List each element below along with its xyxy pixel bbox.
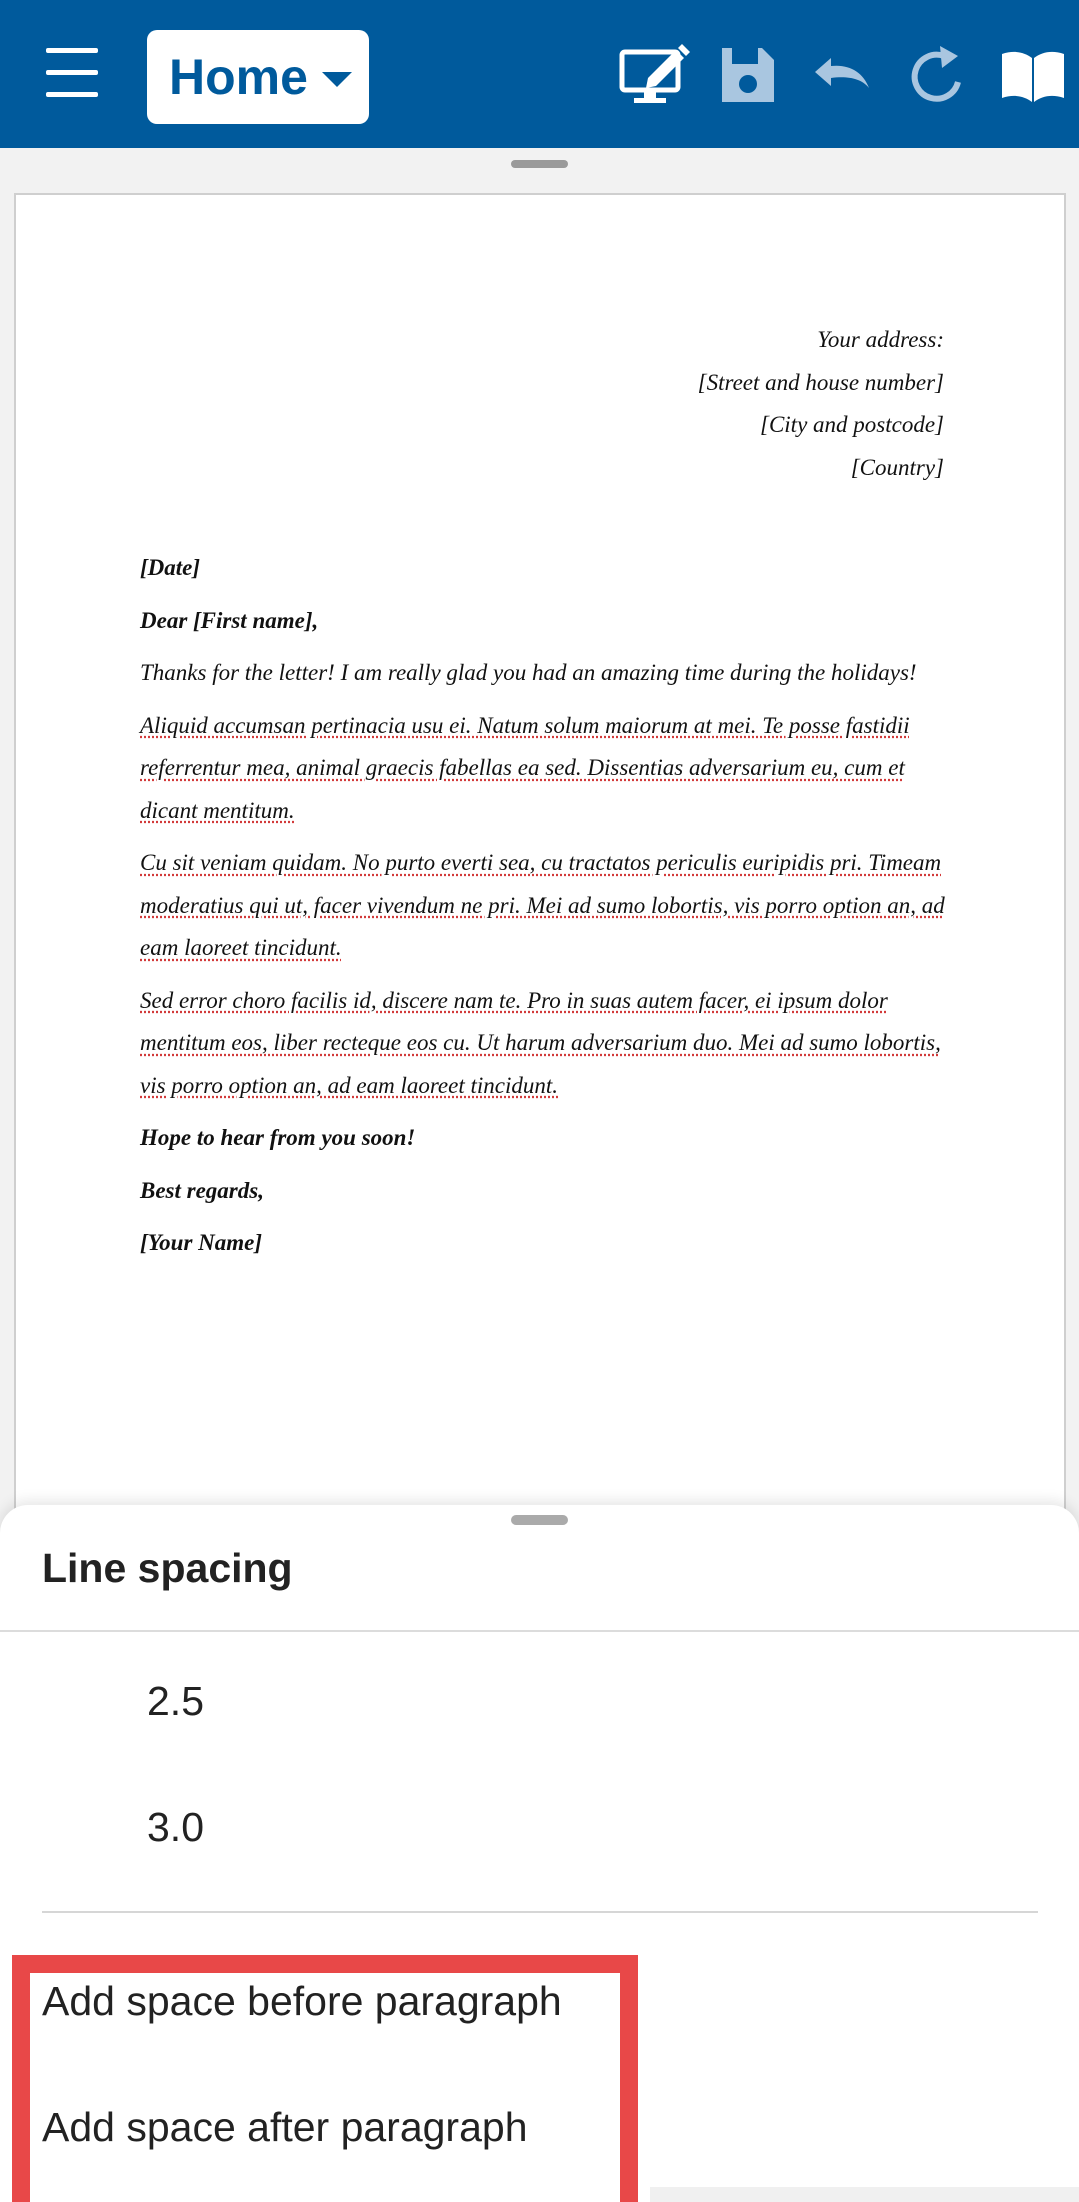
line-spacing-option-2-5[interactable]: 2.5 (147, 1678, 204, 1724)
address-line: [City and postcode] (760, 412, 944, 437)
add-space-before-paragraph[interactable]: Add space before paragraph (42, 1978, 562, 2024)
paragraph: Sed error choro facilis id, discere nam te. Pro in suas autem facer, ei ipsum dolor mentitum eos, liber recteque eos cu. Ut harum adversarium duo. Mei ad sumo lobortis, vis porro option an, ad eam laoreet tincidunt. (140, 987, 941, 1098)
letter-body (140, 547, 960, 1275)
read-mode-book-icon[interactable] (996, 42, 1070, 108)
sender-address-block (698, 319, 944, 489)
greeting-line: Dear [First name], (140, 607, 319, 633)
address-line: [Street and house number] (697, 369, 944, 395)
scroll-indicator (515, 2191, 535, 2202)
date-line: [Date] (140, 555, 201, 580)
divider (0, 1630, 1079, 1632)
edit-screen-icon[interactable] (618, 42, 692, 108)
address-line: Your address: (817, 327, 944, 352)
hamburger-menu-icon[interactable] (38, 48, 108, 100)
sheet-drag-handle[interactable] (511, 1515, 568, 1525)
paragraph: Cu sit veniam quidam. No purto everti sea, cu tractatos periculis euripidis pri. Timeam moderatius qui ut, facer vivendum ne pri. Mei ad sumo lobortis, vis porro option an, ad eam laoreet tincidunt. (140, 850, 945, 960)
highlight-box (12, 1955, 638, 2202)
paragraph: Aliquid accumsan pertinacia usu ei. Natum solum maiorum at mei. Te posse fastidii referrentur mea, animal graecis fabellas ea sed. Dissentias adversarium eu, cum et dicant mentitum. (140, 712, 910, 823)
top-toolbar (0, 0, 1079, 148)
save-icon[interactable] (710, 42, 784, 108)
address-line: [Country] (850, 454, 944, 480)
paragraph: Thanks for the letter! I am really glad you had an amazing time during the holidays! (140, 660, 917, 685)
chevron-down-icon (322, 72, 352, 87)
bottom-strip (650, 2187, 1079, 2202)
closing-line: Hope to hear from you soon! (140, 1125, 416, 1150)
redo-icon[interactable] (900, 42, 974, 108)
panel-drag-handle[interactable] (511, 160, 568, 168)
add-space-after-paragraph[interactable]: Add space after paragraph (42, 2104, 528, 2150)
sheet-title: Line spacing (42, 1545, 293, 1591)
signature-line: [Your Name] (140, 1230, 263, 1255)
closing-line: Best regards, (140, 1177, 264, 1203)
undo-icon[interactable] (805, 42, 879, 108)
line-spacing-option-3-0[interactable]: 3.0 (147, 1804, 204, 1850)
ribbon-tab-dropdown[interactable] (147, 30, 369, 124)
divider (42, 1911, 1038, 1913)
document-page[interactable] (14, 193, 1066, 1523)
ribbon-tab-label: Home (169, 49, 308, 105)
